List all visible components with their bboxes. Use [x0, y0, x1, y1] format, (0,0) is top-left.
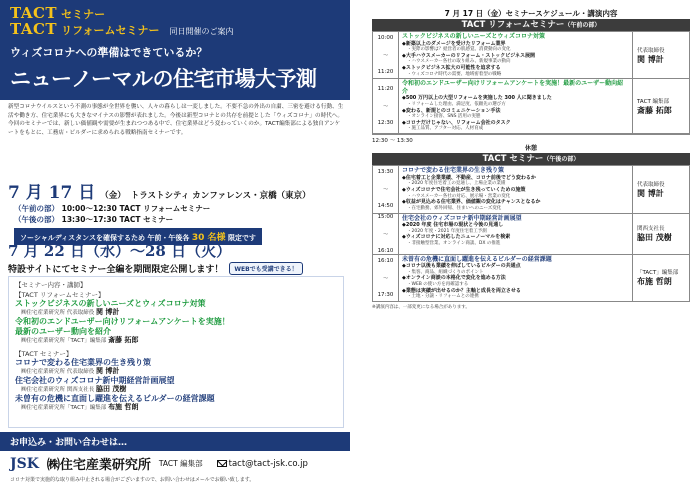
email-link[interactable]: tact@tact-jsk.co.jp — [217, 459, 308, 469]
speaker-cell: 「TACT」編集部 布施 哲朗 — [637, 270, 679, 287]
session-bullet: ・実際の影響は？経営者の肌感覚、消費動向の変化 — [407, 47, 511, 52]
session-body — [399, 214, 633, 254]
company-name: ㈱住宅産業研究所 — [46, 458, 151, 473]
speaker: ㈱住宅産業研究所 代表取締役 関 博計 — [21, 367, 120, 375]
date-block — [8, 178, 344, 245]
session-item: ◆コロナ以後も業績を伸ばしているビルダーの共通点 — [402, 263, 521, 270]
tact-logo: TACT — [10, 4, 58, 22]
session-bullet: ・土地・分譲・リフォームとの連携 — [407, 294, 479, 300]
schedule-row — [373, 31, 689, 78]
session-topic: コロナで変わる住宅業界の生き残り策 — [402, 167, 505, 175]
speaker-cell: TACT 編集部 斎藤 拓郎 — [637, 98, 672, 115]
pm-session: （午後の部） 13:30〜17:30 TACT セミナー — [14, 215, 174, 224]
schedule-note: ※講演内容は、一部変更になる場合があります。 — [372, 305, 470, 311]
session-topic: 令和初のエンドユーザー向けリフォームアンケートを実施！最新のユーザー動向紹介 — [402, 80, 624, 95]
jsk-logo: JSK — [10, 455, 39, 472]
time-cell: 15:00 〜 16:10 — [373, 214, 399, 254]
schedule-row — [373, 213, 689, 254]
am-session: （午前の部） 10:00〜12:30 TACT リフォームセミナー — [14, 204, 211, 213]
seminar-label: セミナー — [61, 8, 106, 21]
session-item: ◆新築以上のダメージを受けたリフォーム業界 — [402, 40, 506, 47]
session-item: ◆コロナだけじゃない、リフォーム会社のタスク — [402, 119, 511, 126]
tact-heading: 【TACT セミナー】 — [15, 350, 73, 358]
online-period-block — [8, 240, 344, 275]
time-cell: 11:20 〜 12:30 — [373, 79, 399, 133]
speaker: ㈱住宅産業研究所「TACT」編集部 斎藤 拓郎 — [21, 336, 139, 344]
session-bullet: ・ハウスメーカー各社の取り組み、新規事業の動向 — [407, 59, 511, 65]
department: TACT 編集部 — [158, 459, 203, 468]
session-item: ◆ストックビジネス拡大の可能性を追求する — [402, 65, 501, 72]
topic-user-trends: 最新のユーザー動向を紹介 — [15, 327, 111, 336]
brand-row-1 — [10, 6, 340, 22]
mail-icon — [217, 460, 227, 467]
session-bullet: ・2020 年度住宅着工の見通し、上場企業の業績 — [407, 181, 506, 187]
reform-heading: 【TACT リフォームセミナー】 — [15, 291, 105, 299]
brand-row-2 — [10, 22, 340, 39]
session-bullet: ・2020 年度・2021 年度住宅着工予測 — [407, 228, 487, 234]
topic-midterm-plan: 住宅会社のウィズコロナ新中期経営計画展望 — [15, 376, 175, 385]
same-day-note: 同日開催のご案内 — [169, 27, 234, 36]
session-body — [399, 166, 633, 212]
session-bullet: ・非接触型営業、オンライン商談、DX の推進 — [407, 240, 501, 246]
session-item: ◆業態は実績が出せるのか？主軸と成長を両立させる — [402, 287, 521, 294]
online-period-text: 特設サイトにてセミナー全編を期間限定公開します！ — [8, 265, 224, 275]
session-bullet: ・在宅勤務、郊外回帰、住まいへのニーズ変化 — [407, 205, 502, 211]
topic-survey: 令和初のエンドユーザー向けリフォームアンケートを実施！ — [15, 317, 230, 326]
speaker-cell: 関西支社長 脇田 茂樹 — [637, 226, 672, 243]
session-item: ◆大手ハウスメーカーのリフォーム・ストックビジネス展開 — [402, 52, 536, 59]
contact-footnote: コロナ対策で実施的な取り組み中止される場合がございますので、お問い合わせはメールでお願い致します。 — [10, 477, 255, 483]
web-badge: WEBでも受講できる！ — [229, 262, 302, 275]
contact-heading: お申込み・お問い合わせは… — [0, 432, 350, 451]
break-row: 12:30 〜 13:30 — [372, 134, 690, 144]
session-item: ◆ウィズコロナで住宅会社が生き残っていくための施策 — [402, 187, 526, 194]
session-bullet: ・ハウスメーカー各社の対応、展示場・営業の変化 — [407, 193, 511, 199]
contact-section — [0, 432, 350, 494]
break-label: 休憩 — [524, 145, 537, 153]
topic-stock-business: ストックビジネスの新しいニーズとウィズコロナ対策 — [15, 299, 206, 308]
session-item: ◆収益が見込める住宅業界、価値観の変化はチャンスとなるか — [402, 199, 541, 206]
main-headline: ニューノーマルの住宅市場大予測 — [10, 67, 317, 91]
am-band: TACT リフォームセミナー（午前の部） — [372, 19, 690, 31]
session-bullet: ・施工品質、アフター対応、人材育成 — [407, 126, 484, 132]
question-heading: ウィズコロナへの準備はできているか？ — [10, 46, 208, 59]
schedule-row — [373, 254, 689, 301]
topic-builder-issues: 未曽有の危機に直面し躍進を伝えるビルダーの経営課題 — [15, 394, 215, 403]
session-topic: ストックビジネスの新しいニーズとウィズコロナ対策 — [402, 33, 545, 40]
am-schedule-grid — [372, 31, 690, 134]
session-bullet: ・集客、商品、組織づくりのポイント — [407, 269, 484, 275]
event-date: 7 月 17 日 — [8, 183, 96, 203]
schedule-row — [373, 165, 689, 212]
session-item: ◆ウィズコロナに対応したニューノーマルを検索 — [402, 234, 511, 241]
reform-seminar-label: リフォームセミナー — [61, 24, 160, 37]
session-bullet: ・リフォームした理由、満足度、依頼先の選び方 — [407, 101, 506, 107]
online-period-date: 7 月 22 日（水）〜28 日（火） — [8, 242, 232, 260]
speaker: ㈱住宅産業研究所「TACT」編集部 布施 哲朗 — [21, 403, 139, 411]
speaker: ㈱住宅産業研究所 関西支社長 脇田 茂樹 — [21, 385, 127, 393]
pm-band: TACT セミナー（午後の部） — [372, 153, 690, 165]
time-cell: 16:10 〜 17:30 — [373, 255, 399, 301]
session-topic: 住宅会社のウィズコロナ新中期経営計画展望 — [402, 214, 522, 222]
time-cell: 13:30 〜 14:50 — [373, 166, 399, 212]
session-body — [399, 79, 633, 133]
tact-logo-2: TACT — [10, 20, 58, 38]
speaker-cell: 代表取締役 関 博計 — [637, 47, 665, 64]
schedule-row — [373, 78, 689, 133]
session-body — [399, 32, 633, 78]
speaker: ㈱住宅産業研究所 代表取締役 関 博計 — [21, 308, 120, 316]
content-title: 【セミナー内容・講師】 — [15, 281, 87, 289]
seminar-content-box — [8, 276, 344, 428]
session-item: ◆住宅着工と企業業績、不動産、コロナ前後でどう変わるか — [402, 174, 536, 181]
speaker-cell: 代表取締役 関 博計 — [637, 181, 665, 198]
session-item: ◆変わる、新規とのコミュニケーション手法 — [402, 107, 501, 114]
schedule-title: 7 月 17 日（金）セミナースケジュール・講演内容 — [444, 9, 618, 18]
topic-survival: コロナで変わる住宅業界の生き残り策 — [15, 358, 151, 367]
intro-text: 新型コロナウイルスという不測の事態が全世界を襲い、人々の暮らしは一変しました。不要不急の外出の自粛、三密を避ける行動、生活や働き方、住宅業界にも大きなマイナスの影響が表れました。今後は新型コロナとの共存を前提とした「ウィズコロナ」の時代へ。今回のセミナーでは、新しい価値観や需要が生まれつつある中で、住宅業界はどう変わっていくのか。TACT編集部による独自アンケートをもとに、工務店・ビルダーに求められる戦略指南セミナーです。 — [8, 104, 344, 136]
session-item: ◆2020 年度 住宅市場の現状と今後の見通し — [402, 222, 504, 229]
hero-banner — [0, 0, 350, 100]
pm-schedule-grid — [372, 165, 690, 302]
session-item: ◆500 万円以上の大型リフォームを実施した 300 人に聞きました — [402, 95, 552, 102]
session-bullet: ・WEB の使い方を再確認する — [407, 281, 469, 287]
session-bullet: ・ウィズコロナ時代の需要、地域密着型の戦略 — [407, 71, 502, 77]
schedule-panel — [372, 8, 690, 488]
event-venue: トラストシティ カンファレンス・京橋（東京） — [130, 191, 311, 201]
event-day: （金） — [100, 191, 126, 201]
session-body — [399, 255, 633, 301]
time-cell: 10:00 〜 11:20 — [373, 32, 399, 78]
capacity-notice: ソーシャルディスタンスを確保するため 午前・午後各 30 名様 限定です — [14, 228, 262, 245]
session-item: ◆オンライン商談の本格化で変化を進める方法 — [402, 275, 506, 282]
session-topic: 未曽有の危機に直面し躍進を伝えるビルダーの経営課題 — [402, 255, 552, 263]
session-bullet: ・オンライン接客、SNS 活用の実態 — [407, 114, 481, 120]
